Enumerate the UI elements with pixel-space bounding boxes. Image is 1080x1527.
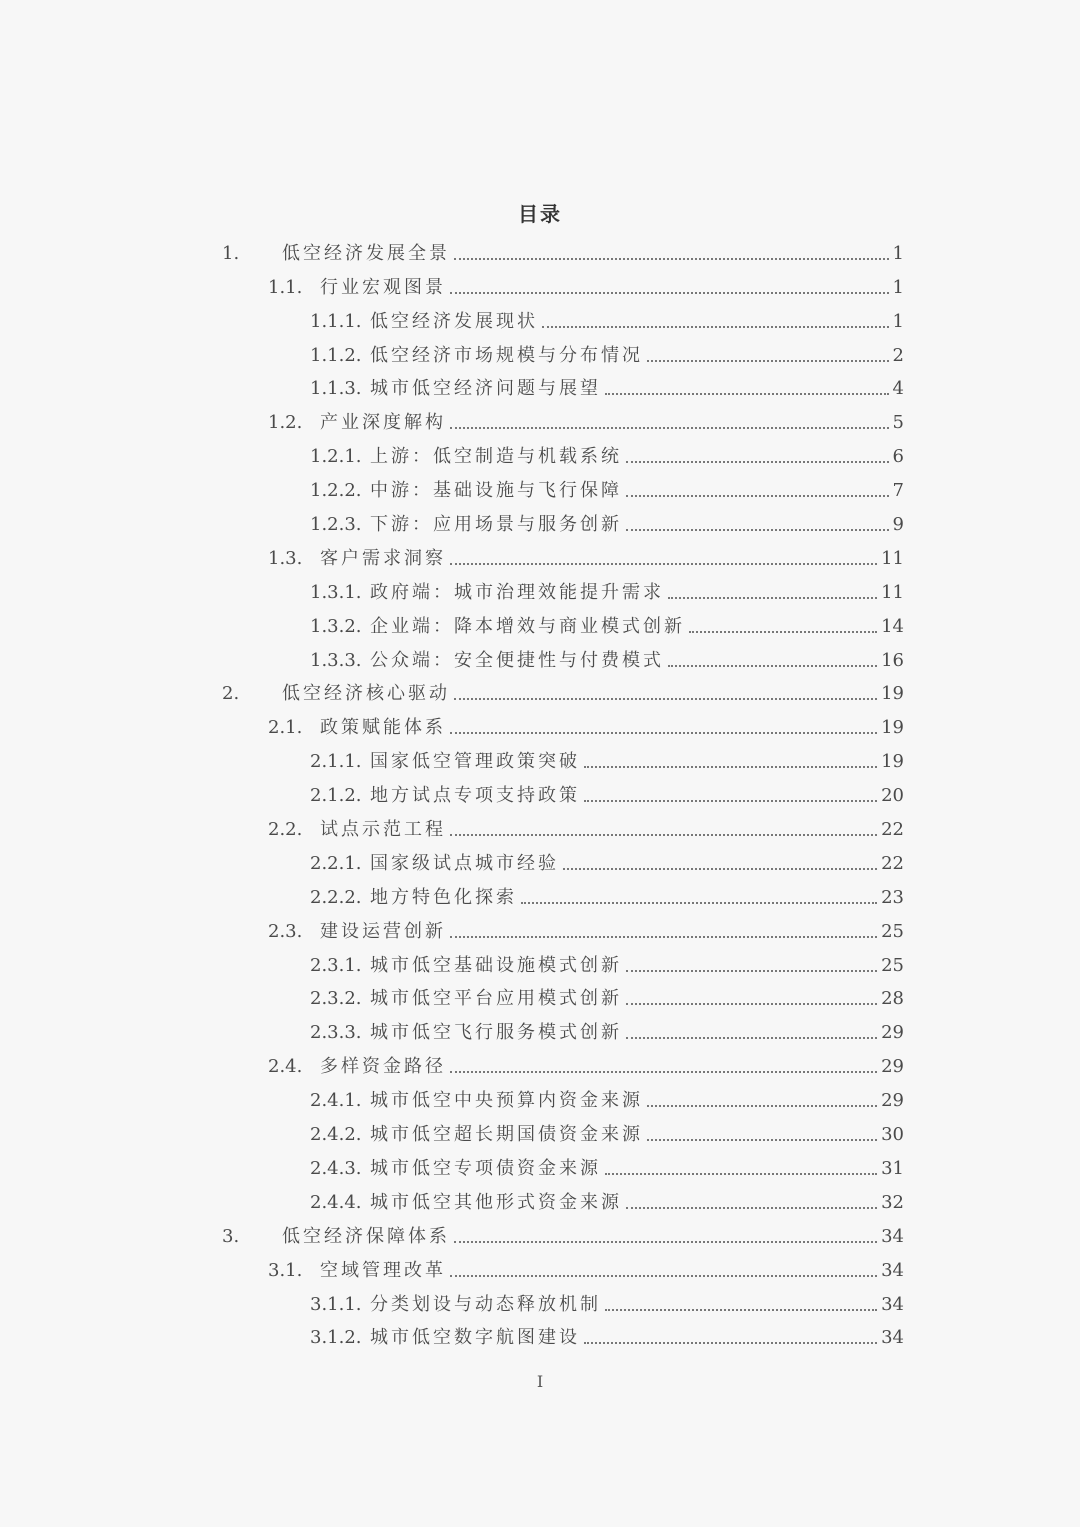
toc-entry-page: 34 (881, 1259, 904, 1281)
toc-entry-page: 19 (881, 683, 904, 705)
dot-leader (647, 1104, 877, 1107)
toc-entry-number: 1.1.2. (310, 344, 362, 366)
toc-entry[interactable] (222, 978, 904, 1012)
toc-entry[interactable] (222, 605, 904, 639)
toc-entry-page: 19 (881, 717, 904, 739)
dot-leader (626, 1206, 877, 1209)
toc-entry-label: 下游：应用场景与服务创新 (370, 514, 622, 536)
toc-entry-number: 2.3.2. (310, 988, 362, 1010)
toc-entry-page: 22 (881, 819, 904, 841)
toc-entry[interactable] (222, 774, 904, 808)
toc-entry-number: 3. (222, 1225, 240, 1247)
toc-entry-page: 25 (881, 954, 904, 976)
toc-entry-label: 试点示范工程 (320, 819, 446, 841)
toc-entry-page: 23 (881, 886, 904, 908)
dot-leader (450, 935, 877, 938)
dot-leader (626, 460, 889, 463)
toc-entry[interactable] (222, 740, 904, 774)
dot-leader (450, 731, 877, 734)
toc-entry-page: 25 (881, 920, 904, 942)
dot-leader (584, 765, 877, 768)
toc-entry-page: 6 (892, 446, 904, 468)
toc-entry-page: 34 (881, 1327, 904, 1349)
toc-entry-page: 30 (881, 1124, 904, 1146)
toc-entry-number: 1. (222, 242, 240, 264)
toc-entry-number: 1.2. (268, 412, 303, 434)
toc-entry-page: 28 (881, 988, 904, 1010)
toc-entry-number: 1.2.1. (310, 446, 362, 468)
toc-entry-label: 城市低空经济问题与展望 (370, 378, 601, 400)
toc-entry-page: 19 (881, 751, 904, 773)
toc-entry[interactable] (222, 469, 904, 503)
toc-entry-number: 2.1. (268, 717, 303, 739)
toc-entry-label: 中游：基础设施与飞行保障 (370, 480, 622, 502)
dot-leader (647, 359, 889, 362)
toc-entry-label: 上游：低空制造与机载系统 (370, 446, 622, 468)
toc-entry-label: 城市低空平台应用模式创新 (370, 988, 622, 1010)
toc-entry-page: 1 (892, 276, 904, 298)
dot-leader (605, 1172, 877, 1175)
toc-entry-label: 城市低空飞行服务模式创新 (370, 1022, 622, 1044)
toc-entry[interactable] (222, 1181, 904, 1215)
toc-entry-label: 低空经济保障体系 (282, 1225, 450, 1247)
dot-leader (450, 426, 889, 429)
dot-leader (450, 833, 877, 836)
toc-entry-number: 1.1. (268, 276, 303, 298)
toc-entry[interactable] (222, 1215, 904, 1249)
toc-entry-page: 9 (892, 514, 904, 536)
toc-entry[interactable] (222, 842, 904, 876)
toc-entry-label: 客户需求洞察 (320, 547, 446, 569)
toc-entry-page: 4 (892, 378, 904, 400)
toc-entry-number: 2.2. (268, 819, 303, 841)
toc-entry-label: 城市低空中央预算内资金来源 (370, 1090, 643, 1112)
toc-entry[interactable] (222, 537, 904, 571)
toc-entry-number: 2. (222, 683, 240, 705)
toc-entry[interactable] (222, 300, 904, 334)
toc-entry-page: 34 (881, 1225, 904, 1247)
dot-leader (668, 596, 877, 599)
dot-leader (626, 494, 889, 497)
toc-entry-page: 5 (892, 412, 904, 434)
toc-entry-label: 城市低空超长期国债资金来源 (370, 1124, 643, 1146)
dot-leader (584, 1341, 877, 1344)
toc-entry-number: 2.4.2. (310, 1124, 362, 1146)
toc-entry-label: 城市低空其他形式资金来源 (370, 1191, 622, 1213)
toc-entry[interactable] (222, 401, 904, 435)
toc-entry-label: 低空经济市场规模与分布情况 (370, 344, 643, 366)
toc-entry-page: 1 (892, 310, 904, 332)
dot-leader (454, 1240, 877, 1243)
toc-entry-page: 7 (892, 480, 904, 502)
toc-entry[interactable] (222, 1045, 904, 1079)
dot-leader (542, 325, 889, 328)
toc-entry-number: 3.1.1. (310, 1293, 362, 1315)
toc-entry[interactable] (222, 673, 904, 707)
toc-entry-label: 低空经济发展全景 (282, 242, 450, 264)
toc-entry-number: 3.1.2. (310, 1327, 362, 1349)
toc-entry-page: 16 (881, 649, 904, 671)
toc-entry[interactable] (222, 435, 904, 469)
dot-leader (450, 1274, 877, 1277)
toc-entry-number: 1.3.1. (310, 581, 362, 603)
toc-entry[interactable] (222, 706, 904, 740)
dot-leader (668, 664, 877, 667)
toc-entry-page: 2 (892, 344, 904, 366)
toc-entry-label: 建设运营创新 (320, 920, 446, 942)
toc-entry-number: 1.3.3. (310, 649, 362, 671)
toc-entry[interactable] (222, 1317, 904, 1351)
toc-entry[interactable] (222, 808, 904, 842)
toc-entry-number: 2.1.1. (310, 751, 362, 773)
toc-entry-page: 11 (881, 581, 904, 603)
toc-entry-number: 2.4.4. (310, 1191, 362, 1213)
toc-entry-label: 行业宏观图景 (320, 276, 446, 298)
toc-entry-page: 31 (881, 1157, 904, 1179)
toc-entry-label: 低空经济发展现状 (370, 310, 538, 332)
toc-entry-number: 2.3.3. (310, 1022, 362, 1044)
toc-entry[interactable] (222, 334, 904, 368)
toc-entry-label: 政策赋能体系 (320, 717, 446, 739)
dot-leader (454, 697, 877, 700)
toc-entry-number: 1.2.2. (310, 480, 362, 502)
toc-entry-page: 22 (881, 852, 904, 874)
toc-entry-page: 1 (892, 242, 904, 264)
toc-entry[interactable] (222, 910, 904, 944)
toc-entry[interactable] (222, 1249, 904, 1283)
dot-leader (605, 392, 889, 395)
toc-entry[interactable] (222, 266, 904, 300)
toc-entry[interactable] (222, 232, 904, 266)
toc-entry-number: 1.3. (268, 547, 303, 569)
toc-entry-number: 2.2.1. (310, 852, 362, 874)
toc-entry-page: 11 (881, 547, 904, 569)
toc-entry-label: 企业端：降本增效与商业模式创新 (370, 615, 685, 637)
dot-leader (563, 867, 877, 870)
dot-leader (521, 901, 877, 904)
toc-entry-page: 20 (881, 785, 904, 807)
toc-entry-number: 2.4.3. (310, 1157, 362, 1179)
dot-leader (626, 528, 889, 531)
toc-entry[interactable] (222, 1147, 904, 1181)
toc-entry-number: 2.3.1. (310, 954, 362, 976)
toc-entry-page: 14 (881, 615, 904, 637)
toc-entry-label: 地方试点专项支持政策 (370, 785, 580, 807)
dot-leader (626, 1036, 877, 1039)
toc-entry[interactable] (222, 503, 904, 537)
dot-leader (647, 1138, 877, 1141)
dot-leader (584, 799, 877, 802)
toc-entry-number: 1.1.1. (310, 310, 362, 332)
toc-entry[interactable] (222, 1283, 904, 1317)
toc-entry-number: 2.2.2. (310, 886, 362, 908)
toc-entry[interactable] (222, 876, 904, 910)
toc-entry-label: 城市低空基础设施模式创新 (370, 954, 622, 976)
toc-entry[interactable] (222, 1079, 904, 1113)
dot-leader (689, 630, 877, 633)
toc-entry-label: 国家低空管理政策突破 (370, 751, 580, 773)
toc-entry-page: 32 (881, 1191, 904, 1213)
toc-entry[interactable] (222, 571, 904, 605)
toc-entry-number: 3.1. (268, 1259, 303, 1281)
toc-entry-label: 城市低空专项债资金来源 (370, 1157, 601, 1179)
toc-entry-label: 分类划设与动态释放机制 (370, 1293, 601, 1315)
toc-entry-page: 29 (881, 1022, 904, 1044)
toc-entry[interactable] (222, 944, 904, 978)
toc-entry-label: 国家级试点城市经验 (370, 852, 559, 874)
toc-entry-number: 2.4.1. (310, 1090, 362, 1112)
toc-entry-label: 城市低空数字航图建设 (370, 1327, 580, 1349)
page-number: I (536, 1372, 544, 1391)
toc-entry-page: 29 (881, 1056, 904, 1078)
toc-entry-number: 2.4. (268, 1056, 303, 1078)
dot-leader (450, 562, 877, 565)
toc-entry[interactable] (222, 1113, 904, 1147)
toc-entry-label: 政府端：城市治理效能提升需求 (370, 581, 664, 603)
dot-leader (454, 257, 889, 260)
toc-entry-label: 空域管理改革 (320, 1259, 446, 1281)
toc-entry-number: 1.2.3. (310, 514, 362, 536)
dot-leader (605, 1308, 877, 1311)
toc-entry-number: 2.1.2. (310, 785, 362, 807)
dot-leader (626, 969, 877, 972)
toc-entry[interactable] (222, 639, 904, 673)
toc-entry[interactable] (222, 368, 904, 402)
toc-entry-label: 公众端：安全便捷性与付费模式 (370, 649, 664, 671)
table-of-contents (222, 232, 904, 1350)
toc-title: 目录 (518, 202, 562, 226)
toc-entry-number: 2.3. (268, 920, 303, 942)
toc-entry[interactable] (222, 1011, 904, 1045)
dot-leader (450, 291, 889, 294)
toc-entry-label: 低空经济核心驱动 (282, 683, 450, 705)
dot-leader (626, 1002, 877, 1005)
toc-entry-page: 29 (881, 1090, 904, 1112)
toc-entry-page: 34 (881, 1293, 904, 1315)
toc-entry-label: 多样资金路径 (320, 1056, 446, 1078)
toc-entry-label: 地方特色化探索 (370, 886, 517, 908)
toc-entry-label: 产业深度解构 (320, 412, 446, 434)
toc-entry-number: 1.1.3. (310, 378, 362, 400)
dot-leader (450, 1070, 877, 1073)
toc-entry-number: 1.3.2. (310, 615, 362, 637)
